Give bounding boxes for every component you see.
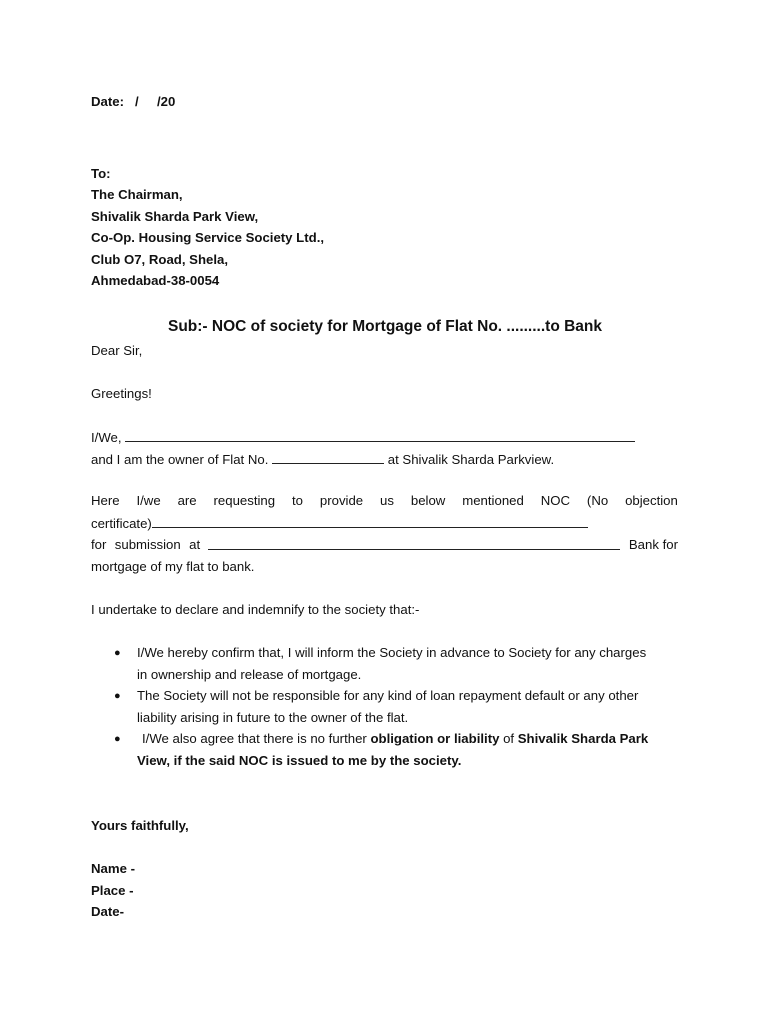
request-word: us xyxy=(380,493,394,508)
name-blank[interactable] xyxy=(125,429,635,442)
undertake-line: I undertake to declare and indemnify to the society that:- xyxy=(91,602,420,617)
iwe-label: I/We, xyxy=(91,430,122,445)
bank-name-blank[interactable] xyxy=(208,537,620,550)
bullet-2-line-1: The Society will not be responsible for any kind of loan repayment default or any other xyxy=(137,688,639,703)
mortgage-line: mortgage of my flat to bank. xyxy=(91,559,255,574)
owner-line xyxy=(91,451,554,468)
address-line-society-type: Co-Op. Housing Service Society Ltd., xyxy=(91,230,325,245)
bullet-2-line-2: liability arising in future to the owner of the flat. xyxy=(137,710,409,725)
bullet-3-line-1 xyxy=(142,731,648,747)
submission-word: submission xyxy=(114,537,181,552)
certificate-label: certificate) xyxy=(91,516,152,531)
bullet-3-bold-society: Shivalik Sharda Park xyxy=(517,731,649,746)
request-line xyxy=(91,493,678,509)
flat-number-blank[interactable] xyxy=(272,451,384,464)
submission-word: for xyxy=(91,537,107,552)
address-line-society-name: Shivalik Sharda Park View, xyxy=(91,209,259,224)
request-word: mentioned xyxy=(462,493,524,508)
letter-subject: Sub:- NOC of society for Mortgage of Flat No. .........to Bank xyxy=(167,318,602,335)
owner-prefix: and I am the owner of Flat No. xyxy=(91,452,269,467)
bullet-dot-icon: ● xyxy=(114,690,121,702)
closing-place-field: Place - xyxy=(91,883,134,898)
request-word: Here xyxy=(91,493,120,508)
bullet-3-line-2: View, if the said NOC is issued to me by the society. xyxy=(137,753,462,768)
bullet-1-line-1: I/We hereby confirm that, I will inform the Society in advance to Society for any charges xyxy=(137,645,647,660)
request-word: below xyxy=(410,493,446,508)
address-line-chairman: The Chairman, xyxy=(91,187,183,202)
request-word: I/we xyxy=(136,493,161,508)
request-word: (No xyxy=(586,493,609,508)
request-word: requesting xyxy=(213,493,276,508)
request-word: provide xyxy=(319,493,364,508)
closing-date-field: Date- xyxy=(91,904,124,919)
closing-name-field: Name - xyxy=(91,861,135,876)
owner-suffix: at Shivalik Sharda Parkview. xyxy=(387,452,555,467)
bullet-3-text: I/We also agree that there is no further xyxy=(142,731,371,746)
closing-yours-faithfully: Yours faithfully, xyxy=(91,818,189,833)
bullet-dot-icon: ● xyxy=(114,647,121,659)
greeting: Greetings! xyxy=(91,386,152,401)
bullet-3-text-of: of xyxy=(499,731,518,746)
address-to: To: xyxy=(91,166,111,181)
address-line-city: Ahmedabad-38-0054 xyxy=(91,273,220,288)
certificate-line xyxy=(91,515,588,532)
request-word: NOC xyxy=(540,493,571,508)
bullet-dot-icon: ● xyxy=(114,733,121,745)
certificate-blank[interactable] xyxy=(152,515,588,528)
iwe-line xyxy=(91,429,635,446)
address-line-road: Club O7, Road, Shela, xyxy=(91,252,229,267)
salutation: Dear Sir, xyxy=(91,343,143,358)
submission-line xyxy=(91,537,678,553)
request-word: are xyxy=(177,493,197,508)
submission-suffix: Bank for xyxy=(628,537,678,552)
date-label: Date: / /20 xyxy=(91,94,176,109)
bullet-3-bold-obligation: obligation or liability xyxy=(370,731,500,746)
bullet-1-line-2: in ownership and release of mortgage. xyxy=(137,667,362,682)
request-word: to xyxy=(292,493,303,508)
submission-word: at xyxy=(189,537,201,552)
request-word: objection xyxy=(625,493,678,508)
